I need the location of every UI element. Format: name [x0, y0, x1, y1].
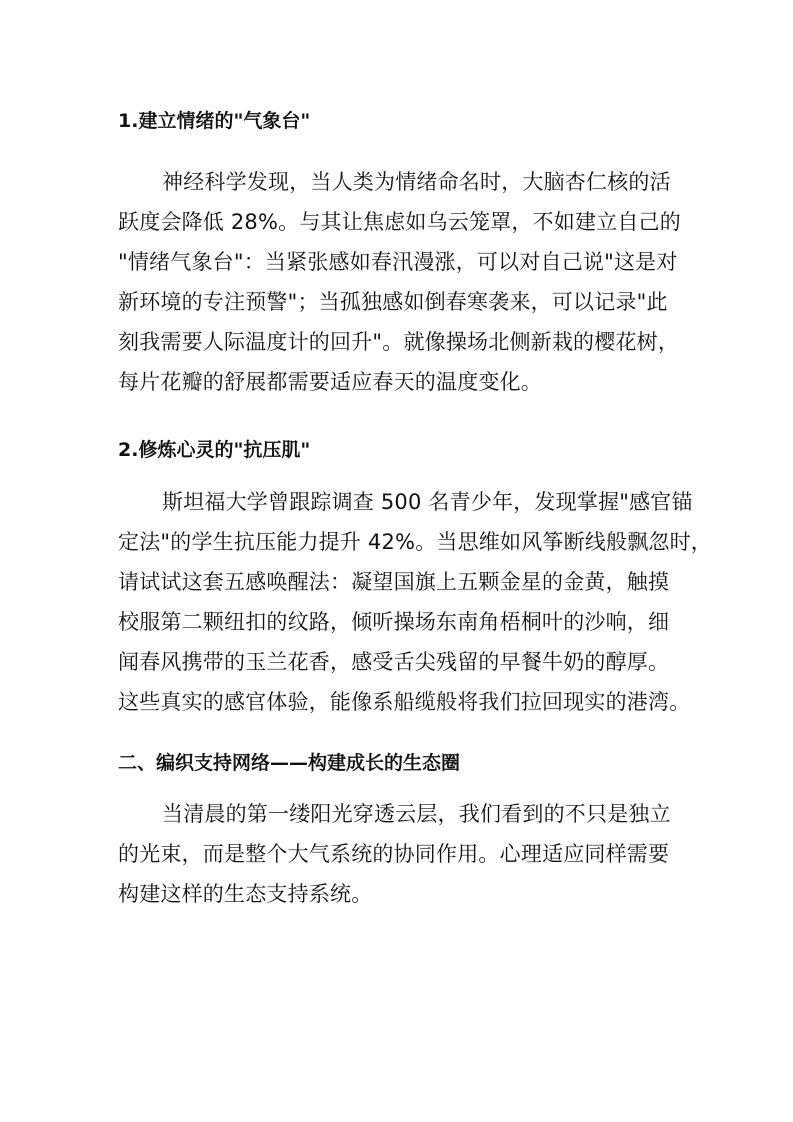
paragraph-line: 当清晨的第一缕阳光穿透云层，我们看到的不只是独立: [162, 802, 671, 826]
paragraph-line: 新环境的专注预警"；当孤独感如倒春寒袭来，可以记录"此: [118, 290, 668, 314]
paragraph-line: 闻春风携带的玉兰花香，感受舌尖残留的早餐牛奶的醇厚。: [118, 650, 670, 674]
paragraph-line: 定法"的学生抗压能力提升 42%。当思维如风筝断线般飘忽时，: [118, 530, 713, 554]
paragraph-line: "情绪气象台"：当紧张感如春汛漫涨，可以对自己说"这是对: [118, 250, 678, 274]
paragraph-line: 构建这样的生态支持系统。: [118, 882, 373, 906]
paragraph-line: 这些真实的感官体验，能像系船缆般将我们拉回现实的港湾。: [118, 690, 691, 714]
section-heading-3: 二、编织支持网络——构建成长的生态圈: [118, 752, 461, 774]
paragraph-line: 神经科学发现，当人类为情绪命名时，大脑杏仁核的活: [162, 170, 671, 194]
paragraph-line: 刻我需要人际温度计的回升"。就像操场北侧新栽的樱花树，: [118, 330, 680, 354]
paragraph-line: 跃度会降低 28%。与其让焦虑如乌云笼罩，不如建立自己的: [118, 210, 681, 234]
paragraph-line: 斯坦福大学曾跟踪调查 500 名青少年，发现掌握"感官锚: [162, 490, 693, 514]
paragraph-line: 校服第二颗纽扣的纹路，倾听操场东南角梧桐叶的沙响，细: [118, 610, 670, 634]
section-heading-1: 1.建立情绪的"气象台": [118, 110, 311, 132]
paragraph-line: 每片花瓣的舒展都需要适应春天的温度变化。: [118, 370, 542, 394]
section-heading-2: 2.修炼心灵的"抗压肌": [118, 439, 311, 461]
paragraph-line: 请试试这套五感唤醒法：凝望国旗上五颗金星的金黄，触摸: [118, 570, 670, 594]
paragraph-line: 的光束，而是整个大气系统的协同作用。心理适应同样需要: [118, 842, 670, 866]
